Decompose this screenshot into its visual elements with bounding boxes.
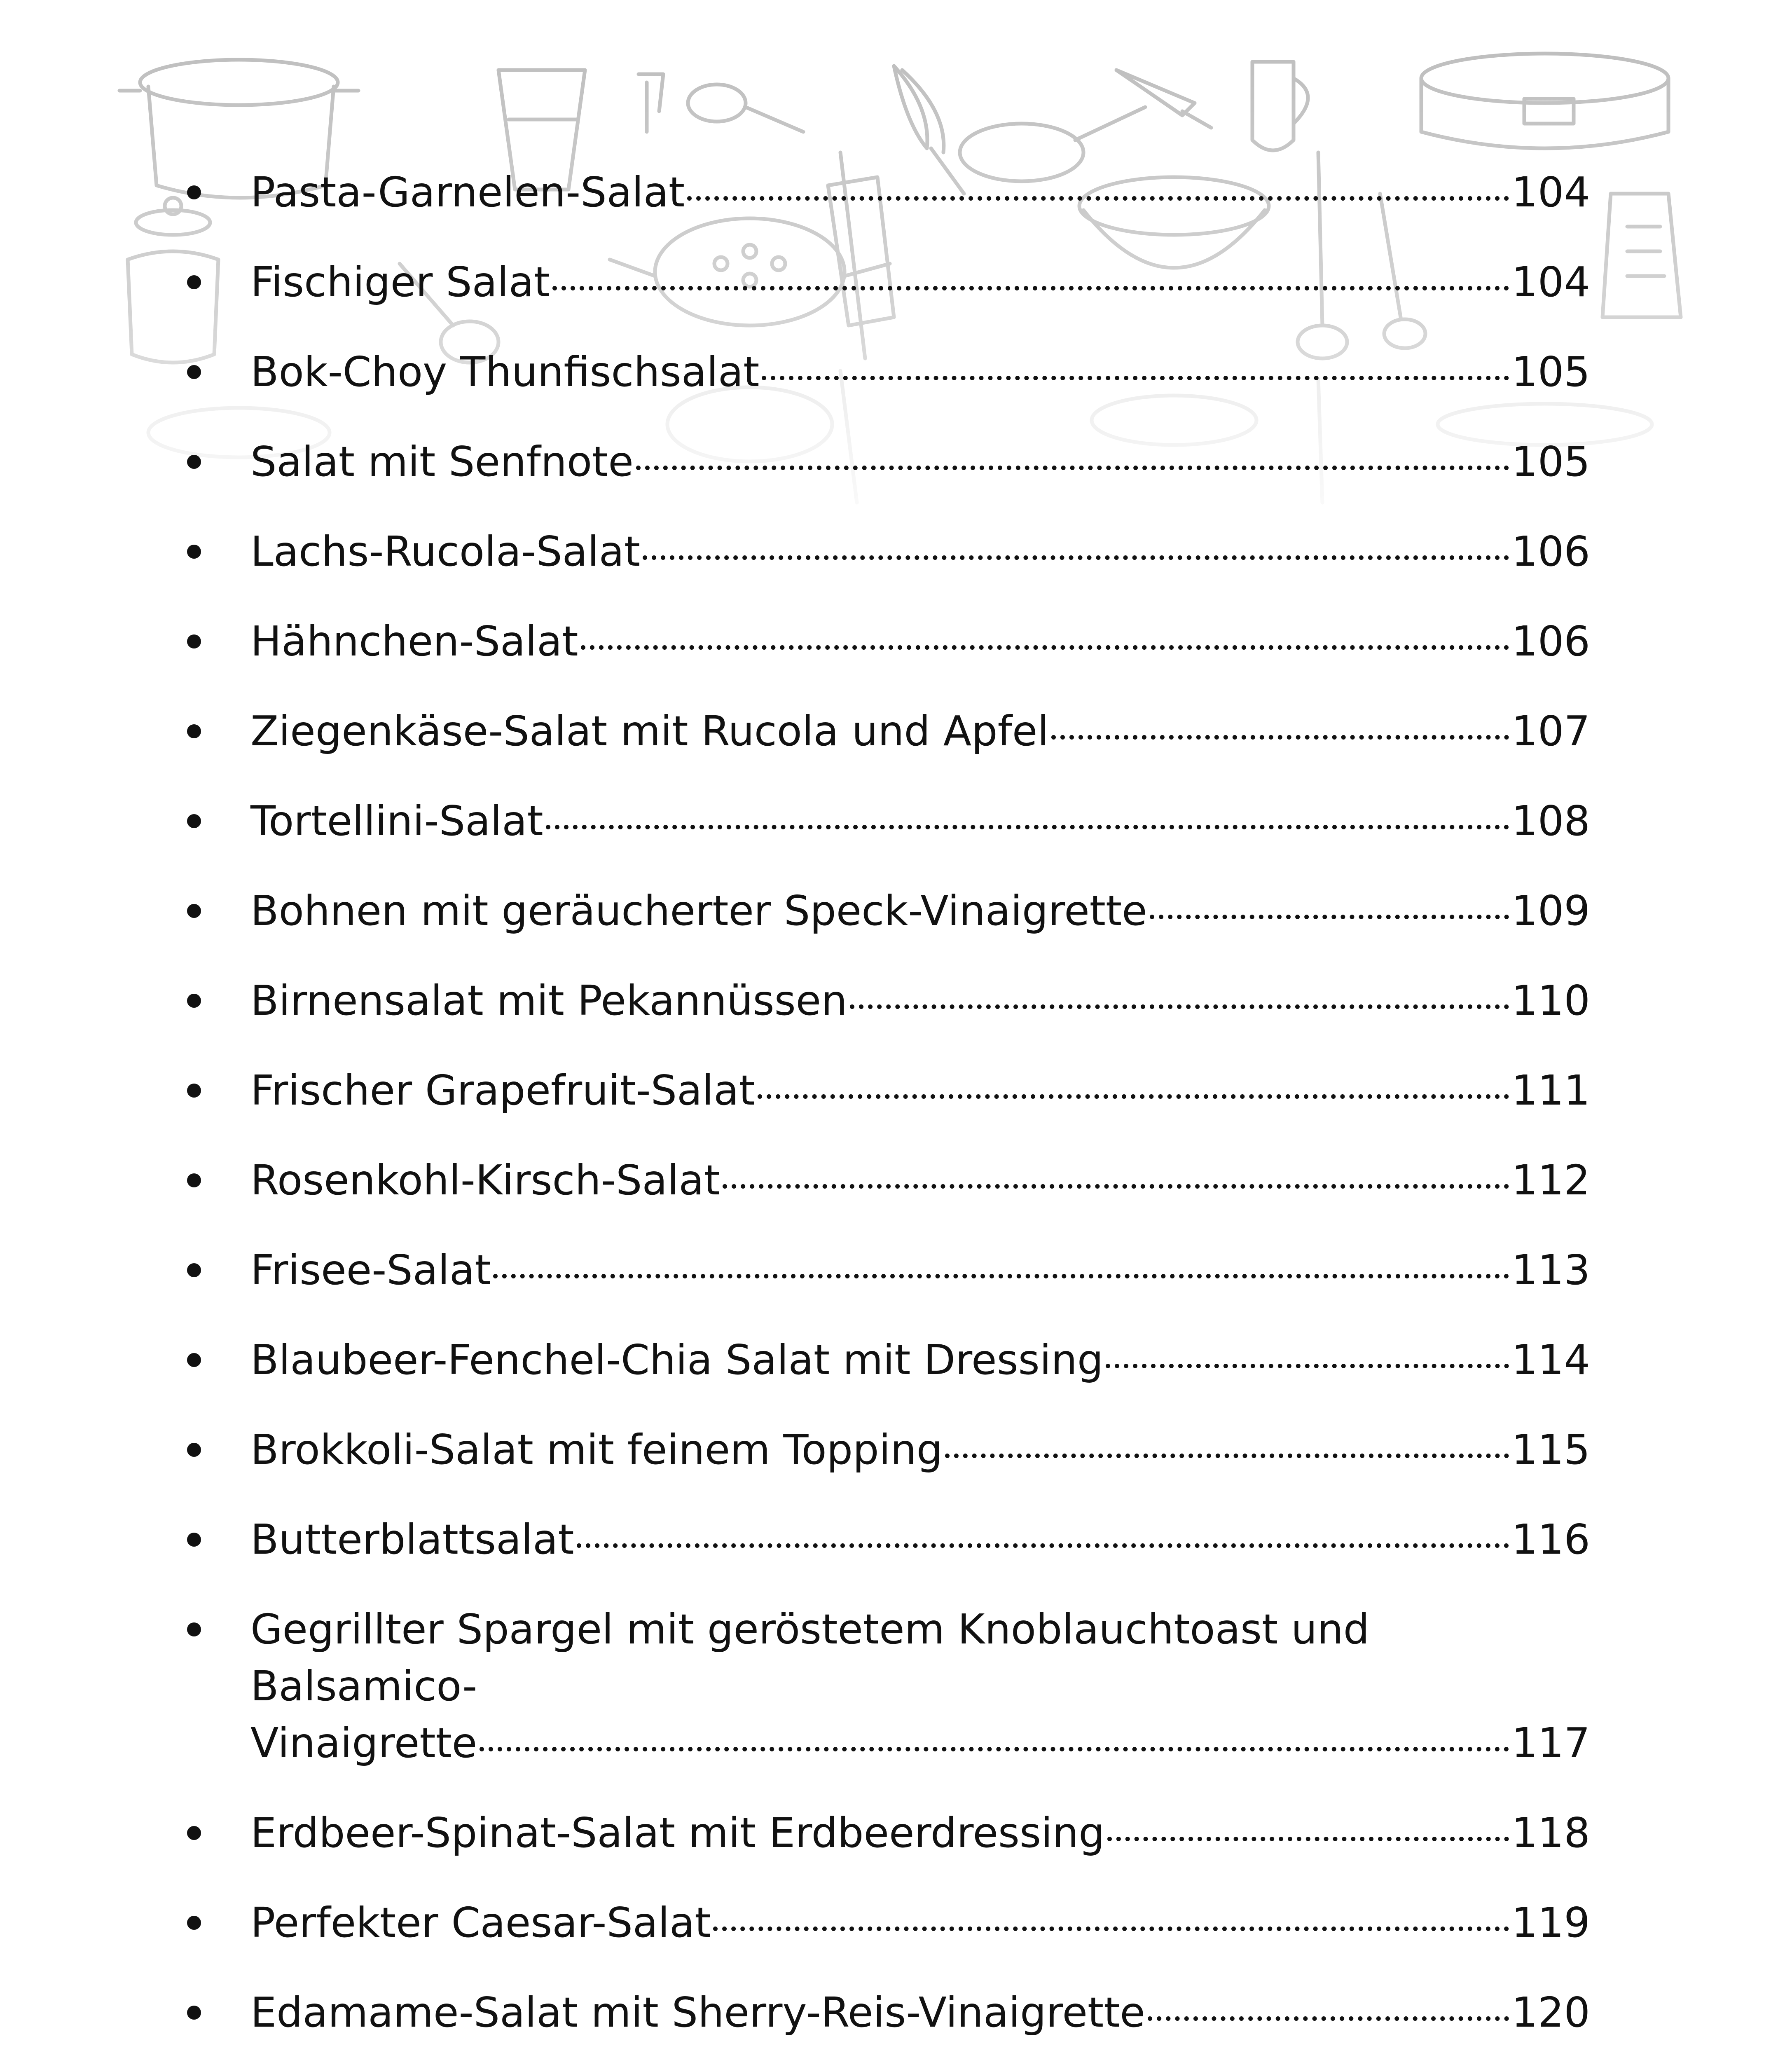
toc-entry (250, 523, 1590, 580)
toc-title: Brokkoli-Salat mit feinem Topping (250, 1426, 943, 1474)
toc-dot-leader (723, 1184, 1509, 1189)
toc-dot-leader (1148, 2016, 1509, 2021)
toc-dot-leader (687, 196, 1509, 201)
toc-title: Vinaigrette (250, 1719, 477, 1767)
toc-entry (250, 1984, 1590, 2041)
toc-entry (250, 1805, 1590, 1861)
toc-page-number: 104 (1511, 258, 1590, 306)
toc-item[interactable] (181, 1805, 1590, 1861)
toc-page-number: 113 (1511, 1246, 1590, 1294)
toc-page-number: 119 (1511, 1898, 1590, 1947)
toc-entry (250, 972, 1590, 1029)
toc-title: Bok-Choy Thunfischsalat (250, 348, 760, 396)
bullet-icon (187, 275, 201, 289)
toc-page-number: 117 (1511, 1719, 1590, 1767)
toc-page-number: 111 (1511, 1066, 1590, 1114)
toc-entry (250, 433, 1590, 490)
bullet-icon (187, 814, 201, 828)
bullet-icon (187, 1173, 201, 1187)
bullet-icon (187, 724, 201, 738)
toc-entry (250, 1152, 1590, 1209)
toc-title: Erdbeer-Spinat-Salat mit Erdbeerdressing (250, 1809, 1105, 1857)
toc-item[interactable] (181, 1894, 1590, 1951)
toc-dot-leader (762, 376, 1509, 380)
toc-item[interactable] (181, 1511, 1590, 1568)
toc-title: Bohnen mit geräucherter Speck-Vinaigrette (250, 887, 1147, 935)
toc-title: Lachs-Rucola-Salat (250, 527, 641, 576)
toc-dot-leader (577, 1543, 1509, 1548)
bullet-icon (187, 545, 201, 559)
bullet-icon (187, 1622, 201, 1636)
toc-title: Tortellini-Salat (250, 797, 543, 845)
toc-dot-leader (581, 645, 1509, 650)
toc-page-number: 105 (1511, 438, 1590, 486)
toc-dot-leader (480, 1747, 1509, 1751)
toc-page-number: 106 (1511, 617, 1590, 665)
toc-dot-leader (493, 1274, 1509, 1278)
bullet-icon (187, 904, 201, 918)
toc-entry (250, 1242, 1590, 1299)
bullet-icon (187, 455, 201, 469)
bullet-icon (187, 1916, 201, 1930)
toc-item[interactable] (181, 883, 1590, 939)
toc-entry (250, 703, 1590, 760)
toc-page-number: 109 (1511, 887, 1590, 935)
bullet-icon (187, 1263, 201, 1277)
toc-dot-leader (1150, 915, 1509, 919)
toc-entry (250, 1421, 1590, 1478)
toc-title: Salat mit Senfnote (250, 438, 634, 486)
toc-item[interactable] (181, 344, 1590, 400)
toc-dot-leader (758, 1094, 1509, 1099)
toc-entry (250, 1062, 1590, 1119)
toc-page-number: 107 (1511, 707, 1590, 755)
toc-entry (250, 1511, 1590, 1568)
toc-item[interactable] (181, 703, 1590, 760)
toc-item[interactable] (181, 1152, 1590, 1209)
toc-title: Rosenkohl-Kirsch-Salat (250, 1156, 720, 1204)
toc-page-number: 104 (1511, 168, 1590, 216)
bullet-icon (187, 634, 201, 648)
toc-item[interactable] (181, 164, 1590, 221)
bullet-icon (187, 365, 201, 379)
toc-page-number: 108 (1511, 797, 1590, 845)
toc-title: Fischiger Salat (250, 258, 550, 306)
bullet-icon (187, 1084, 201, 1098)
toc-title: Butterblattsalat (250, 1515, 574, 1564)
toc-title: Edamame-Salat mit Sherry-Reis-Vinaigrette (250, 1988, 1145, 2037)
toc-item[interactable] (181, 254, 1590, 311)
bullet-icon (187, 185, 201, 199)
bullet-icon (187, 1443, 201, 1457)
toc-dot-leader (1051, 735, 1509, 740)
toc-item[interactable] (181, 1421, 1590, 1478)
toc-page-number: 115 (1511, 1426, 1590, 1474)
toc-page-number: 106 (1511, 527, 1590, 576)
table-of-contents (181, 164, 1590, 2060)
toc-page-number: 118 (1511, 1809, 1590, 1857)
toc-entry (250, 613, 1590, 670)
toc-entry (250, 1332, 1590, 1388)
toc-dot-leader (552, 286, 1509, 290)
toc-title: Blaubeer-Fenchel-Chia Salat mit Dressing (250, 1336, 1104, 1384)
toc-item[interactable] (181, 972, 1590, 1029)
toc-dot-leader (636, 466, 1509, 470)
bullet-icon (187, 1826, 201, 1840)
toc-dot-leader (850, 1004, 1509, 1009)
toc-page-number: 114 (1511, 1336, 1590, 1384)
toc-title: Frischer Grapefruit-Salat (250, 1066, 755, 1114)
toc-dot-leader (713, 1927, 1509, 1931)
toc-entry (250, 344, 1590, 400)
toc-title: Perfekter Caesar-Salat (250, 1898, 711, 1947)
toc-dot-leader (945, 1454, 1509, 1458)
toc-item[interactable] (181, 1062, 1590, 1119)
toc-page-number: 105 (1511, 348, 1590, 396)
bullet-icon (187, 1353, 201, 1367)
toc-dot-leader (1106, 1364, 1509, 1368)
toc-page-number: 112 (1511, 1156, 1590, 1204)
toc-title-first-line: Gegrillter Spargel mit geröstetem Knoblauchtoast und Balsamico- (250, 1605, 1370, 1710)
toc-entry (250, 1894, 1590, 1951)
toc-entry (250, 883, 1590, 939)
toc-entry (250, 254, 1590, 311)
toc-entry (250, 793, 1590, 850)
toc-item[interactable] (181, 613, 1590, 670)
toc-item[interactable] (181, 1332, 1590, 1388)
bullet-icon (187, 994, 201, 1008)
toc-dot-leader (643, 555, 1509, 560)
toc-title: Hähnchen-Salat (250, 617, 578, 665)
toc-item[interactable] (181, 1242, 1590, 1299)
toc-title: Frisee-Salat (250, 1246, 491, 1294)
toc-item[interactable] (181, 433, 1590, 490)
toc-page-number: 110 (1511, 976, 1590, 1025)
bullet-icon (187, 2006, 201, 2020)
toc-item[interactable] (181, 523, 1590, 580)
toc-title: Ziegenkäse-Salat mit Rucola und Apfel (250, 707, 1049, 755)
toc-title: Birnensalat mit Pekannüssen (250, 976, 847, 1025)
toc-page-number: 116 (1511, 1515, 1590, 1564)
toc-item[interactable] (181, 793, 1590, 850)
toc-item[interactable] (181, 1601, 1590, 1772)
toc-dot-leader (546, 825, 1509, 829)
toc-title: Pasta-Garnelen-Salat (250, 168, 685, 216)
bullet-icon (187, 1533, 201, 1547)
toc-page-number: 120 (1511, 1988, 1590, 2037)
toc-item[interactable] (181, 1984, 1590, 2041)
toc-entry (250, 164, 1590, 221)
toc-entry (250, 1715, 1590, 1772)
toc-dot-leader (1107, 1837, 1509, 1841)
